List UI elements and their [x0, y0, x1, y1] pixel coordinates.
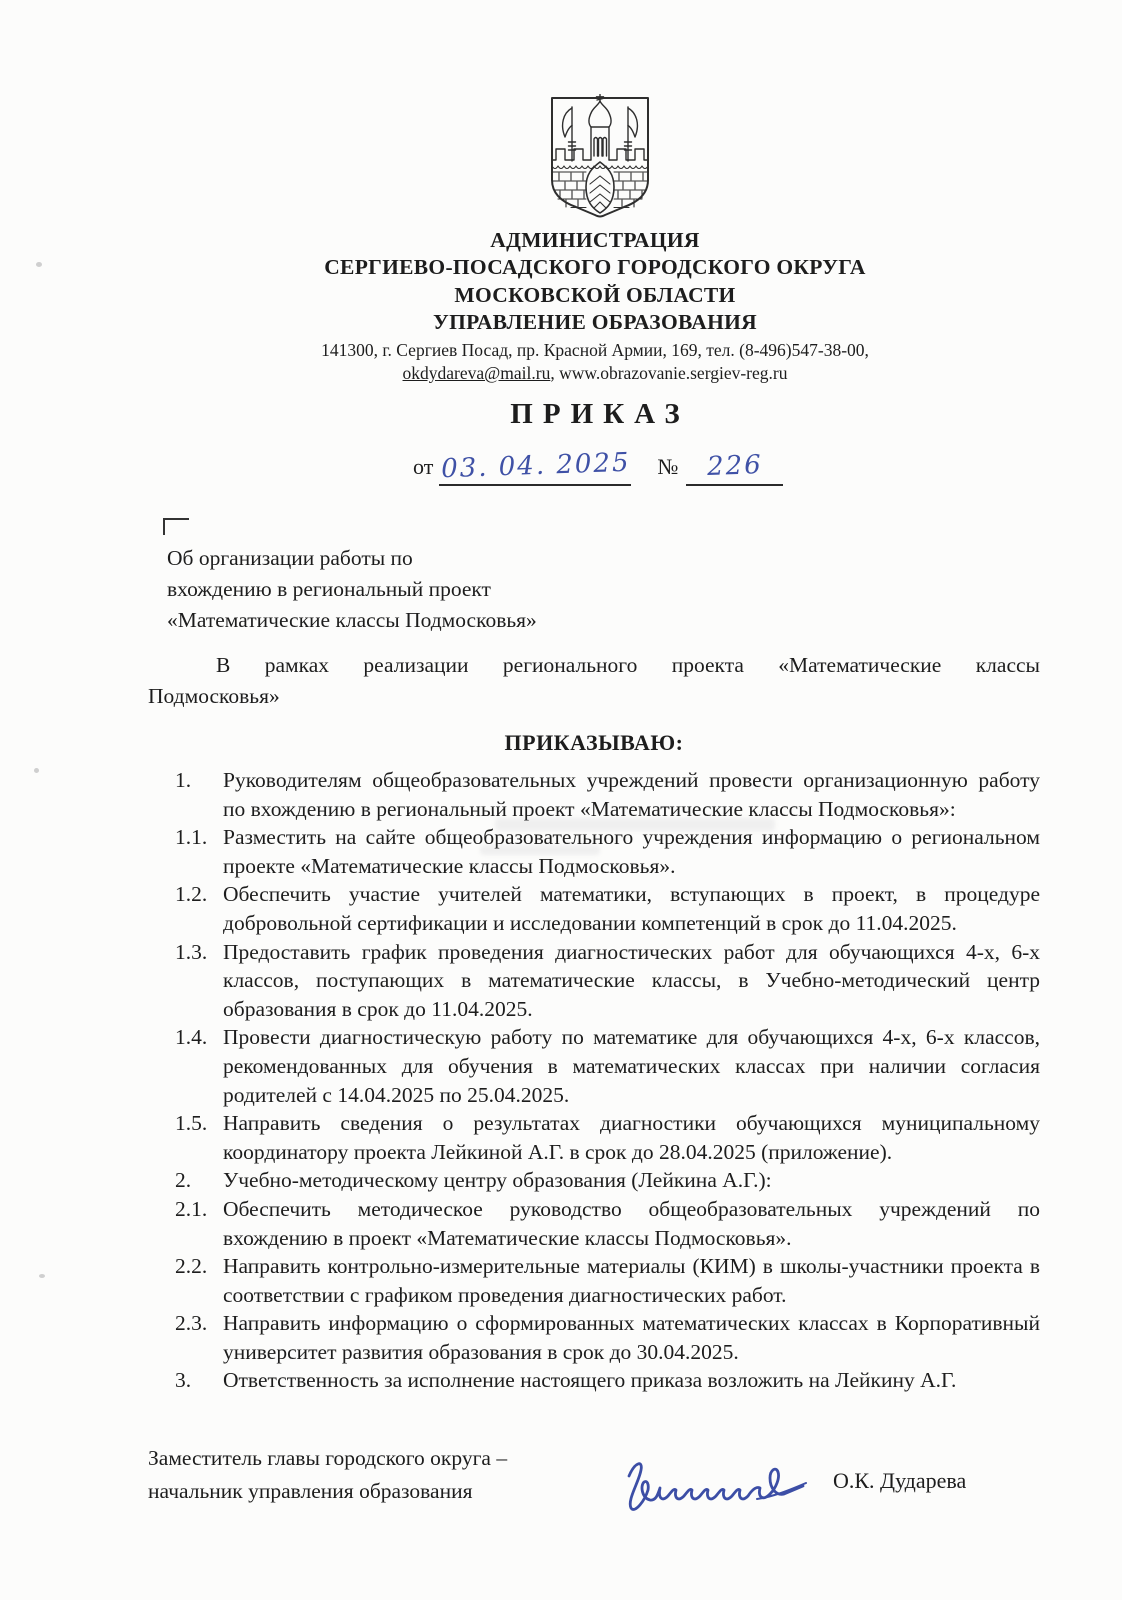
signatory-post-line: начальник управления образования — [148, 1478, 473, 1503]
order-preamble — [148, 650, 1040, 712]
org-name-line: МОСКОВСКОЙ ОБЛАСТИ — [454, 282, 736, 307]
scan-smudge — [480, 845, 600, 855]
order-item-text: Руководителям общеобразовательных учреждений провести организационную работу по вхождению в региональный проект «Математические классы Подмосковья»: — [223, 768, 1040, 821]
order-item-number: 1.2. — [175, 882, 208, 907]
order-item-number: 3. — [175, 1368, 192, 1393]
decree-word: ПРИКАЗЫВАЮ: — [504, 730, 684, 755]
date-label: от — [413, 454, 434, 479]
order-item — [148, 1109, 1040, 1166]
order-subject — [167, 543, 537, 636]
subject-line: «Математические классы Подмосковья» — [167, 608, 537, 632]
signatory-post-line: Заместитель главы городского округа – — [148, 1446, 508, 1470]
order-item-text: Ответственность за исполнение настоящего приказа возложить на Лейкину А.Г. — [223, 1368, 957, 1393]
signatory-post — [148, 1442, 507, 1507]
org-email: okdydareva@mail.ru — [402, 362, 551, 383]
handwritten-date: 03. 04. 2025 — [440, 447, 631, 485]
scan-speck — [36, 262, 42, 267]
org-contacts-line — [115, 362, 1075, 385]
addressee-corner-mark — [163, 518, 189, 535]
order-items-list — [148, 766, 1040, 1395]
order-item-text: Провести диагностическую работу по математике для обучающихся 4-х, 6-х классов, рекомендованных для обучения в математических классах при наличии согласия родителей с 14.04.2025 по 25.04.2025. — [223, 1025, 1040, 1107]
order-item-number: 1.5. — [175, 1111, 208, 1136]
order-item-number: 1.4. — [175, 1025, 208, 1050]
order-item-number: 1.1. — [175, 825, 208, 850]
order-item-text: Направить информацию о сформированных математических классах в Корпоративный университет развития образования в срок до 30.04.2025. — [223, 1311, 1040, 1364]
order-item — [148, 938, 1040, 1024]
org-address — [115, 339, 1075, 384]
order-item-number: 2.1. — [175, 1196, 208, 1221]
scan-speck — [39, 1274, 45, 1278]
order-item — [148, 1309, 1040, 1366]
signatory-name: О.К. Дударева — [833, 1468, 967, 1493]
subject-line: Об организации работы по — [167, 546, 413, 570]
letterhead — [115, 227, 1075, 384]
scan-speck — [34, 768, 39, 773]
order-item-text: Направить контрольно-измерительные материалы (КИМ) в школы-участники проекта в соответствии с графиком проведения диагностических работ. — [223, 1254, 1040, 1307]
org-name-line: СЕРГИЕВО-ПОСАДСКОГО ГОРОДСКОГО ОКРУГА — [324, 255, 866, 280]
order-item-number: 2. — [175, 1168, 192, 1193]
order-item — [148, 1166, 1040, 1195]
order-item — [148, 1366, 1040, 1395]
order-item-text: Учебно-методическому центру образования (Лейкина А.Г.): — [223, 1168, 772, 1193]
order-item-number: 1. — [175, 768, 192, 792]
order-requisites — [413, 448, 783, 486]
number-field — [686, 448, 783, 486]
order-item-text: Разместить на сайте общеобразовательного учреждения информацию о региональном проекте «Математические классы Подмосковья». — [223, 825, 1040, 878]
date-field — [439, 448, 631, 486]
order-item-text: Направить сведения о результатах диагностики обучающихся муниципальному координатору проекта Лейкиной А.Г. в срок до 28.04.2025 (приложение). — [223, 1111, 1040, 1164]
subject-line: вхождению в региональный проект — [167, 577, 491, 601]
scan-smudge — [495, 818, 775, 831]
handwritten-number: 226 — [706, 450, 764, 482]
order-item-text: Обеспечить участие учителей математики, вступающих в проект, в процедуре добровольной сертификации и исследовании компетенций в срок до 11.04.2025. — [223, 882, 1040, 935]
document-title: ПРИКАЗ — [510, 398, 690, 430]
org-name-line: АДМИНИСТРАЦИЯ — [490, 228, 700, 252]
preamble-line: Подмосковья» — [148, 684, 280, 708]
preamble-line: В рамках реализации регионального проекта «Математические классы — [216, 653, 1040, 677]
order-item — [148, 1252, 1040, 1309]
order-item — [148, 766, 1040, 823]
number-sign: № — [657, 454, 679, 479]
order-item-text: Предоставить график проведения диагностических работ для обучающихся 4-х, 6-х классов, поступающих в математические классы, в Учебно-методический центр образования в срок до 11.04.2025. — [223, 939, 1040, 1021]
order-item-number: 2.2. — [175, 1254, 208, 1279]
org-name-line: УПРАВЛЕНИЕ ОБРАЗОВАНИЯ — [433, 309, 757, 334]
order-item — [148, 1023, 1040, 1109]
coat-of-arms-icon — [545, 94, 655, 224]
org-address-line: 141300, г. Сергиев Посад, пр. Красной Армии, 169, тел. (8-496)547-38-00, — [321, 340, 869, 361]
order-item-text: Обеспечить методическое руководство общеобразовательных учреждений по вхождению в проект «Математические классы Подмосковья». — [223, 1196, 1040, 1250]
org-website: , www.obrazovanie.sergiev-reg.ru — [550, 362, 788, 383]
order-item — [148, 880, 1040, 937]
signature-scribble — [617, 1456, 817, 1520]
order-item-number: 2.3. — [175, 1311, 208, 1336]
order-item — [148, 1195, 1040, 1252]
order-item-number: 1.3. — [175, 939, 208, 964]
